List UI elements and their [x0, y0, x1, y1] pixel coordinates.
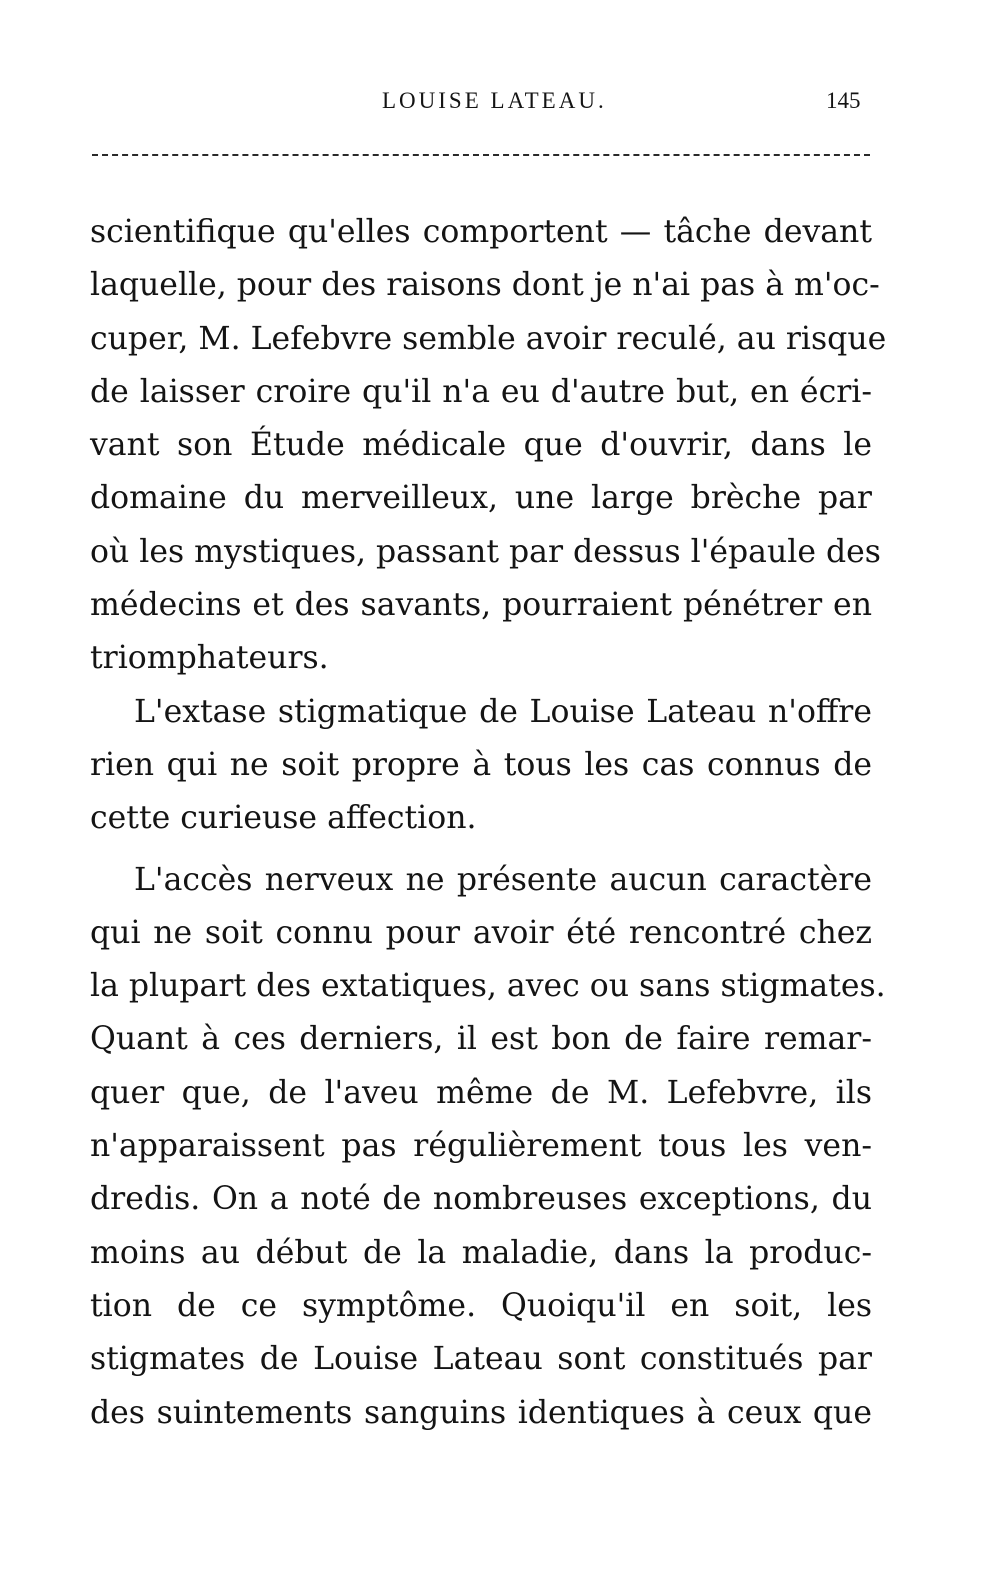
text-line: qui ne soit connu pour avoir été rencontré chez	[90, 914, 872, 951]
text-line: stigmates de Louise Lateau sont constitués par	[90, 1341, 872, 1378]
text-line: moins au début de la maladie, dans la produc-	[90, 1234, 872, 1271]
text-line: rien qui ne soit propre à tous les cas connus de	[90, 746, 872, 783]
paragraph	[90, 206, 887, 686]
text-line: des suintements sanguins identiques à ceux que	[90, 1394, 872, 1431]
text-line: Quant à ces derniers, il est bon de faire remar-	[90, 1021, 872, 1058]
text-line: quer que, de l'aveu même de M. Lefebvre, ils	[90, 1074, 872, 1111]
text-line: la plupart des extatiques, avec ou sans stigmates.	[90, 968, 886, 1005]
text-line: scientifique qu'elles comportent — tâche devant	[90, 214, 872, 250]
text-line: n'apparaissent pas régulièrement tous les ven-	[90, 1128, 872, 1165]
text-line: L'accès nerveux ne présente aucun caractère	[134, 861, 872, 898]
body-text	[90, 206, 887, 1440]
text-line: cette curieuse affection.	[90, 800, 477, 837]
text-line: cuper, M. Lefebvre semble avoir reculé, au risque	[90, 320, 887, 357]
text-line: L'extase stigmatique de Louise Lateau n'offre	[134, 693, 872, 730]
text-line: médecins et des savants, pourraient pénétrer en	[90, 587, 872, 624]
text-line: où les mystiques, passant par dessus l'épaule des	[90, 533, 881, 570]
paragraph	[90, 686, 872, 846]
text-line: de laisser croire qu'il n'a eu d'autre but, en écri-	[90, 373, 872, 410]
text-line: laquelle, pour des raisons dont je n'ai pas à m'oc-	[90, 267, 880, 304]
paragraph	[90, 854, 886, 1440]
page-number: 145	[826, 88, 861, 113]
header-rule	[92, 154, 870, 156]
running-head	[0, 88, 1000, 118]
text-line: triomphateurs.	[90, 640, 329, 677]
paragraph-gap	[90, 846, 872, 854]
text-line: domaine du merveilleux, une large brèche par	[90, 480, 872, 517]
text-line: tion de ce symptôme. Quoiqu'il en soit, les	[90, 1287, 872, 1324]
text-line: dredis. On a noté de nombreuses exceptions, du	[90, 1181, 872, 1218]
text-line: vant son Étude médicale que d'ouvrir, dans le	[90, 427, 872, 464]
running-title: LOUISE LATEAU.	[382, 88, 607, 113]
